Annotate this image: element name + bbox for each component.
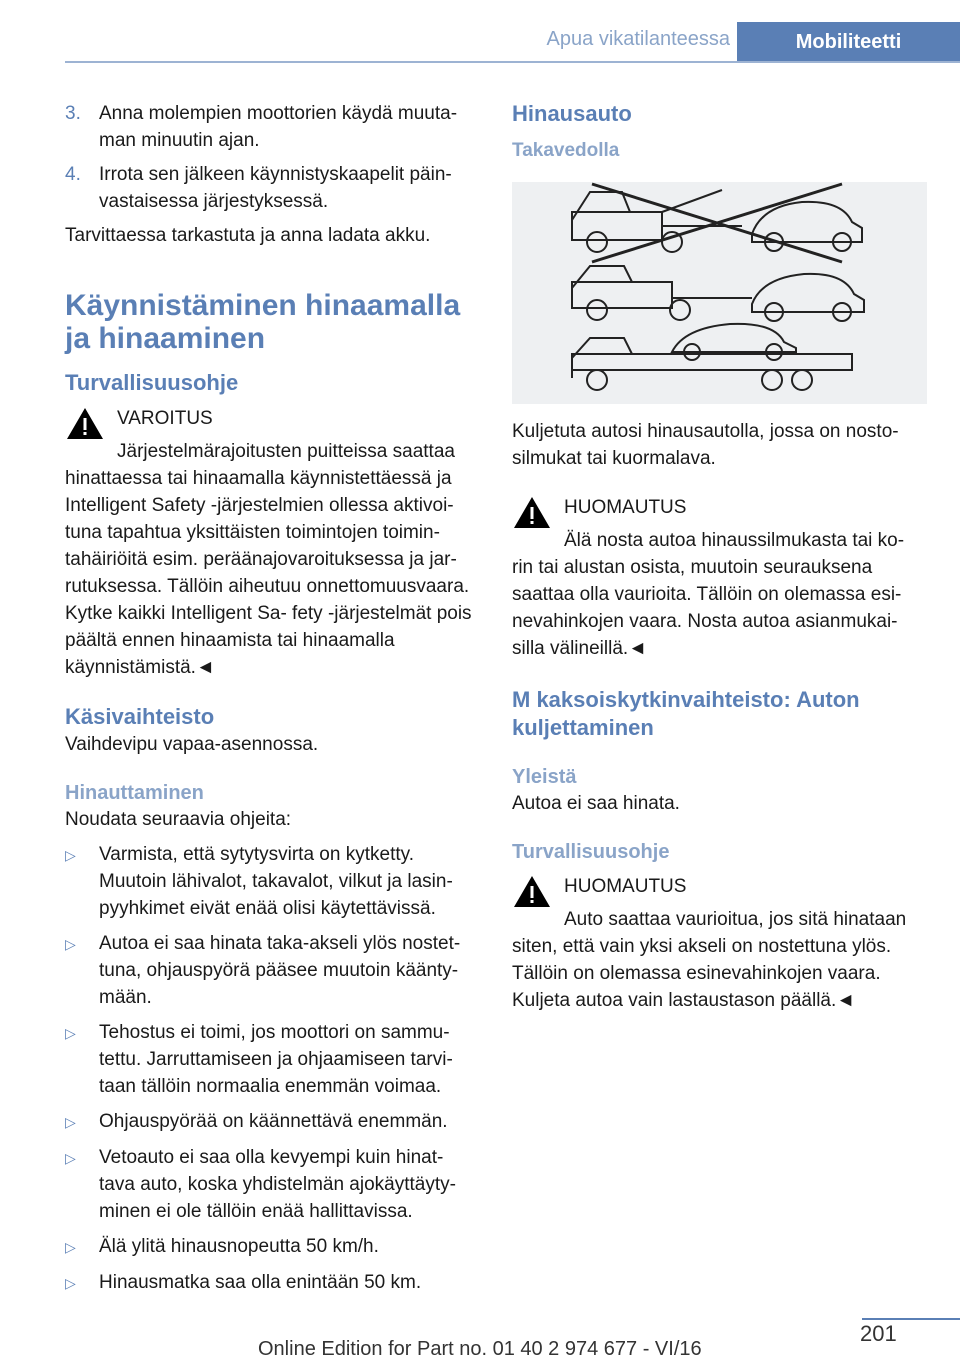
section-title: Käynnistäminen hinaamalla ja hinaaminen: [65, 289, 461, 355]
tow-truck-caption: Kuljetuta autosi hinausautolla, jossa on nosto‐ silmukat tai kuormalava.: [512, 421, 899, 469]
notice-label: HUOMAUTUS: [564, 876, 687, 897]
bullet-marker: ▷: [65, 1114, 76, 1130]
bullet-marker: ▷: [65, 1025, 76, 1041]
towing-intro: Noudata seuraavia ohjeita:: [65, 809, 292, 830]
bullet-marker: ▷: [65, 1150, 76, 1166]
left-column: [65, 100, 480, 1305]
towing-list-text: Vetoauto ei saa olla kevyempi kuin hinat‐ tava auto, koska yhdistelmän ajokäyttäyty‐ minen ei ole tällöin enää hallittavissa.: [99, 1147, 456, 1222]
tow-trucks-image: [512, 182, 927, 404]
header-rule: [65, 61, 960, 63]
towing-list-text: Autoa ei saa hinata taka-akseli ylös nostet‐ tuna, ohjauspyörä pääsee muutoin käänty‐ mään.: [99, 933, 461, 1008]
edition-info: Online Edition for Part no. 01 40 2 974 677 - VI/16: [258, 1338, 702, 1360]
notice-block-1: [512, 494, 927, 662]
towing-list-item: [65, 1269, 480, 1297]
bullet-marker: ▷: [65, 847, 76, 863]
notice-label: HUOMAUTUS: [564, 497, 687, 518]
towing-list-text: Hinausmatka saa olla enintään 50 km.: [99, 1272, 422, 1293]
step-number: 3.: [65, 103, 81, 124]
warning-triangle-icon: [512, 873, 552, 909]
warning-triangle-icon: [512, 494, 552, 530]
m-dct-heading: M kaksoiskytkinvaihteisto: Auton kuljettaminen: [512, 687, 860, 740]
warning-triangle-icon: [65, 405, 105, 441]
step-number: 4.: [65, 164, 81, 185]
step-text: Irrota sen jälkeen käynnistyskaapelit päin‐ vastaisessa järjestyksessä.: [99, 164, 452, 212]
step-3: [65, 100, 480, 154]
towing-list-text: Älä ylitä hinausnopeutta 50 km/h.: [99, 1236, 379, 1257]
towing-list-text: Tehostus ei toimi, jos moottori on sammu‐ tettu. Jarruttamiseen ja ohjaamiseen tarvi‐ taan tällöin normaalia enemmän voimaa.: [99, 1022, 453, 1097]
towing-list-item: [65, 1019, 480, 1100]
page-header: [0, 0, 960, 62]
general-text: Autoa ei saa hinata.: [512, 793, 680, 814]
bullet-marker: ▷: [65, 936, 76, 952]
tow-truck-heading: Hinausauto: [512, 101, 632, 126]
notice-text: Auto saattaa vaurioitua, jos sitä hinataan siten, että vain yksi akseli on nostettuna ylös. Tällöin on olemassa esinevahinkojen vaara. Kuljeta autoa vain lastaustason päällä.◄: [512, 909, 907, 1011]
towing-list-text: Varmista, että sytytysvirta on kytketty. Muutoin lähivalot, takavalot, vilkut ja lasin‐ pyyhkimet eivät enää olisi käytettävissä.: [99, 844, 453, 919]
towing-list-item: [65, 1144, 480, 1225]
manual-text: Vaihdevipu vapaa-asennossa.: [65, 734, 319, 755]
general-heading: Yleistä: [512, 766, 577, 788]
header-section: Apua vikatilanteessa: [546, 28, 730, 50]
notice-text: Älä nosta autoa hinaussilmukasta tai ko‐ rin tai alustan osista, muutoin seurauksena saattaa olla vaurioita. Tällöin on olemassa esi‐ nevahinkojen vaara. Nosta autoa asianmukai‐ silla välineillä.◄: [512, 530, 905, 659]
towing-list-item: [65, 1233, 480, 1261]
battery-note: Tarvittaessa tarkastuta ja anna ladata akku.: [65, 225, 431, 246]
bullet-marker: ▷: [65, 1239, 76, 1255]
towing-list: [65, 841, 480, 1297]
towing-list-item: [65, 841, 480, 922]
towing-illustration: [512, 182, 927, 404]
footer-rule: [862, 1318, 960, 1320]
step-text: Anna molempien moottorien käydä muuta‐ man minuutin ajan.: [99, 103, 458, 151]
warning-block: [65, 405, 480, 681]
notice-block-2: [512, 873, 927, 1014]
warning-text: Järjestelmärajoitusten puitteissa saattaa hinattaessa tai hinaamalla käynnistettäessä ja Intelligent Safety -järjestelmien ollessa aktivoi‐ tuna tapahtua yksittäisten toimintojen toimin‐ tahäiriöitä esim. peräänajovaroituksessa ja jar‐ rutuksessa. Tällöin aiheutuu onnettomuusvaara. Kytke kaikki Intelligent Sa‐ fety -järjestelmät pois päältä ennen hinaamista tai hinaamalla käynnistämistä.◄: [65, 441, 472, 678]
rear-drive-subheading: Takavedolla: [512, 140, 620, 161]
right-column: [512, 100, 927, 1014]
step-4: [65, 161, 480, 215]
bullet-marker: ▷: [65, 1275, 76, 1291]
towing-list-text: Ohjauspyörää on käännettävä enemmän.: [99, 1111, 448, 1132]
page-number: 201: [860, 1321, 897, 1346]
towing-list-item: [65, 930, 480, 1011]
towing-heading: Hinauttaminen: [65, 782, 204, 804]
warning-label: VAROITUS: [117, 408, 213, 429]
safety-heading: Turvallisuusohje: [65, 370, 239, 395]
page-footer: [0, 1318, 960, 1362]
towing-list-item: [65, 1108, 480, 1136]
header-tab: Mobiliteetti: [737, 22, 960, 62]
right-safety-heading: Turvallisuusohje: [512, 841, 670, 863]
manual-heading: Käsivaihteisto: [65, 704, 215, 729]
